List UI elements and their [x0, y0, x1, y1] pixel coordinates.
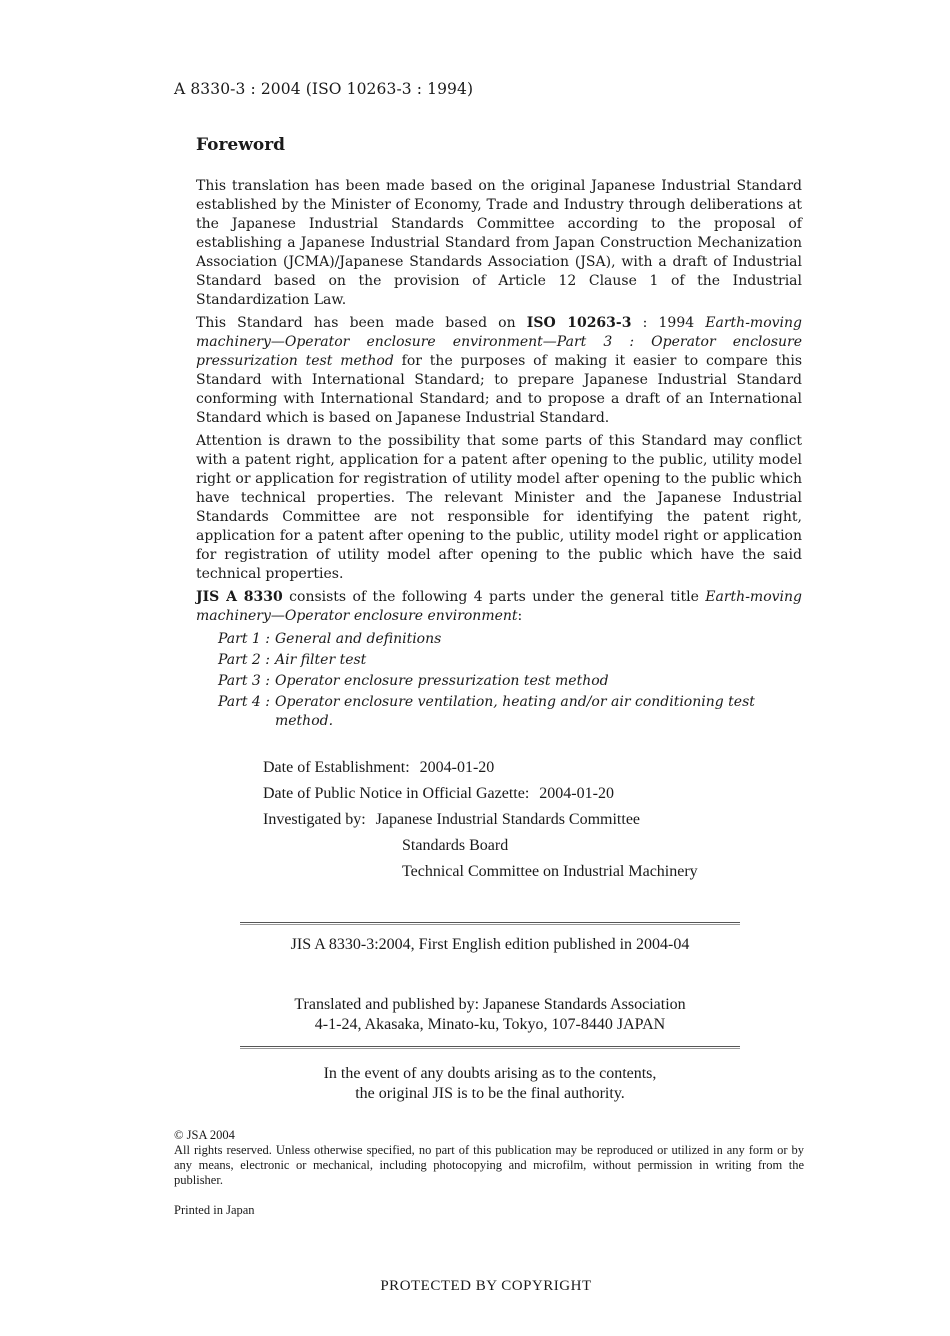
iso-title: Earth-moving machinery—Operator enclosure environment—Part 3 : Operator enclosure pressurization test method [196, 315, 802, 369]
list-item [218, 630, 802, 649]
paragraph-4-text: consists of the following 4 parts under the general title [282, 589, 706, 605]
part-title: Operator enclosure pressurization test method [274, 673, 609, 689]
part-title: Air filter test [274, 652, 367, 668]
paragraph-2-lead: This Standard has been made based on [196, 315, 527, 331]
investigator: Standards Board [402, 837, 509, 854]
iso-reference: ISO 10263-3 [526, 315, 632, 331]
authority-line: the original JIS is to be the final authority. [355, 1085, 625, 1102]
publication-details [263, 755, 803, 885]
investigator: Technical Committee on Industrial Machinery [402, 863, 698, 880]
establishment-date: 2004-01-20 [419, 759, 495, 776]
divider [240, 922, 740, 925]
establishment-label: Date of Establishment: [263, 759, 410, 776]
part-number: Part 3 : [218, 673, 270, 689]
part-number: Part 1 : [218, 631, 270, 647]
list-item [218, 693, 802, 731]
general-title: Earth-moving machinery—Operator enclosure environment [196, 589, 802, 624]
footer-protected: PROTECTED BY COPYRIGHT [380, 1278, 592, 1294]
foreword-paragraph-1: This translation has been made based on the original Japanese Industrial Standard established by the Minister of Economy, Trade and Industry through deliberations at the Japanese Industrial Standards Committee according to the proposal of establishing a Japanese Industrial Standard from Japan Construction Mechanization Association (JCMA)/Japanese Standards Association (JSA), with a draft of Industrial Standard based on the provision of Article 12 Clause 1 of the Industrial Standardization Law. [196, 178, 802, 308]
authority-statement [240, 1064, 740, 1104]
gazette-row [263, 781, 803, 807]
publisher-address: 4-1-24, Akasaka, Minato-ku, Tokyo, 107-8440 JAPAN [314, 1016, 666, 1033]
copyright-line: © JSA 2004 [174, 1128, 235, 1142]
part-number: Part 4 : [218, 694, 270, 710]
publisher-line: Translated and published by: Japanese Standards Association [294, 996, 686, 1013]
establishment-row [263, 755, 803, 781]
part-number: Part 2 : [218, 652, 270, 668]
printed-in: Printed in Japan [174, 1203, 255, 1217]
publisher-block [240, 995, 740, 1035]
foreword-paragraph-4 [196, 588, 802, 626]
gazette-label: Date of Public Notice in Official Gazette: [263, 785, 530, 802]
list-item [218, 651, 802, 670]
investigated-label: Investigated by: [263, 811, 366, 828]
edition-line: JIS A 8330-3:2004, First English edition published in 2004-04 [290, 936, 690, 953]
foreword-paragraph-2 [196, 314, 802, 428]
iso-year: : 1994 [631, 315, 706, 331]
parts-list [218, 630, 802, 731]
foreword-title: Foreword [196, 135, 286, 155]
list-item [218, 672, 802, 691]
authority-line: In the event of any doubts arising as to the contents, [323, 1065, 657, 1082]
foreword-body [196, 177, 802, 733]
divider [240, 1046, 740, 1049]
running-head: A 8330-3 : 2004 (ISO 10263-3 : 1994) [174, 80, 474, 98]
gazette-date: 2004-01-20 [539, 785, 614, 802]
foreword-paragraph-3: Attention is drawn to the possibility that some parts of this Standard may conflict with a patent right, application for a patent after opening to the public, utility model right or application for registration of utility model after opening to the public which have technical properties. The relevant Minister and the Japanese Industrial Standards Committee are not responsible for identifying the patent right, application for a patent after opening to the public, utility model right or application for registration of utility model after opening to the public which have the said technical properties. [196, 433, 802, 582]
paragraph-2-rest: for the purposes of making it easier to compare this Standard with International Standard; to prepare Japanese Industrial Standard conforming with International Standard; and to propose a draft of an International Standard which is based on Japanese Industrial Standard. [196, 353, 803, 426]
paragraph-4-colon: : [517, 608, 523, 624]
part-title: Operator enclosure ventilation, heating and/or air conditioning test method. [274, 694, 755, 729]
part-title: General and definitions [274, 631, 442, 647]
copyright-notice: All rights reserved. Unless otherwise specified, no part of this publication may be reproduced or utilized in any form or by any means, electronic or mechanical, including photocopying and microfilm, without permission in writing from the publisher. [174, 1143, 804, 1187]
jis-reference: JIS A 8330 [196, 589, 283, 605]
investigated-row [263, 807, 803, 833]
copyright-block [174, 1128, 804, 1188]
investigator: Japanese Industrial Standards Committee [375, 811, 641, 828]
